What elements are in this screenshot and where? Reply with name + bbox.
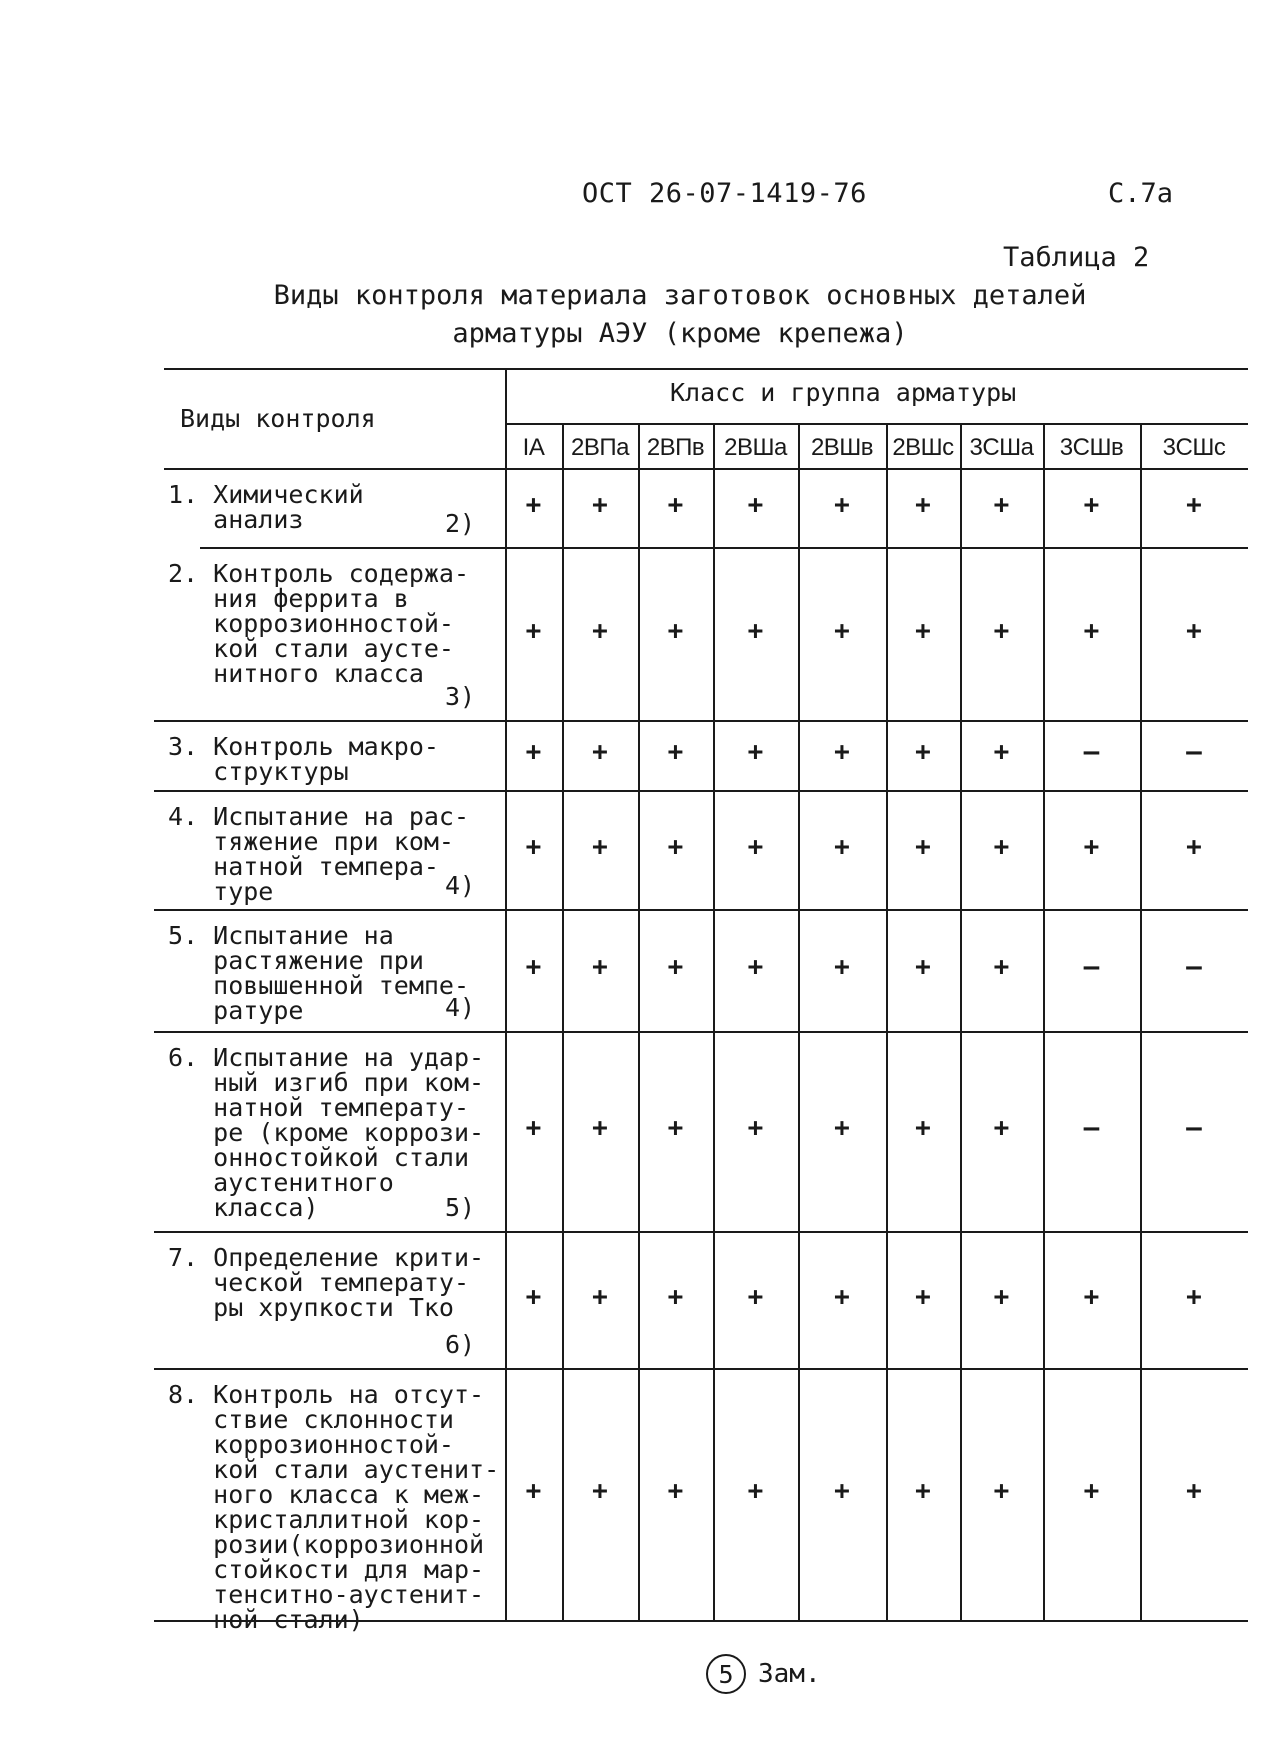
table-cell: + [915, 615, 931, 646]
table-cell: + [747, 737, 764, 767]
row-label: 4. Испытание на рас- тяжение при ком- натной темпера- туре [168, 802, 470, 906]
table-cell: + [667, 1281, 684, 1312]
row-footnote-ref: 3) [445, 682, 476, 711]
document-code: ОСТ 26-07-1419-76 [582, 178, 867, 209]
table-cell: + [592, 489, 608, 520]
table-cell: + [834, 952, 850, 982]
table-cell: + [667, 737, 684, 767]
table-cell: + [1186, 1281, 1202, 1312]
column-divider [886, 423, 888, 1620]
table-cell: + [915, 489, 931, 520]
column-header: IA [522, 434, 545, 461]
label-column-divider [505, 368, 507, 1620]
column-divider [562, 423, 564, 1620]
table-cell: + [834, 615, 850, 646]
table-cell: + [592, 1476, 608, 1506]
table-cell: + [592, 952, 608, 982]
table-cell: + [525, 1281, 542, 1312]
table-caption-line-2: арматуры АЭУ (кроме крепежа) [452, 318, 908, 349]
row-footnote-ref: 4) [445, 871, 476, 900]
table-cell: + [1083, 831, 1100, 862]
table-cell: + [1083, 1281, 1100, 1312]
table-cell: + [915, 952, 931, 982]
column-header: 3СШс [1162, 434, 1226, 461]
table-cell: + [1186, 489, 1202, 520]
table-cell: + [834, 489, 850, 520]
row-divider [154, 1368, 1248, 1370]
table-cell: + [747, 831, 764, 862]
column-divider [1043, 423, 1045, 1620]
row-divider [200, 547, 1248, 549]
table-cell: + [1186, 831, 1202, 862]
table-cell: + [993, 952, 1010, 982]
table-cell: + [592, 615, 608, 646]
row-footnote-ref: 2) [445, 509, 476, 538]
row-label: 2. Контроль содержа- ния феррита в коррозионностой- кой стали аусте- нитного класса [168, 559, 470, 688]
table-caption-line-1: Виды контроля материала заготовок основных деталей [273, 280, 1087, 311]
row-label: 5. Испытание на растяжение при повышенной темпе- ратуре [168, 921, 470, 1025]
table-cell: – [1083, 737, 1100, 767]
row-divider [154, 1031, 1248, 1033]
table-cell: – [1186, 737, 1202, 767]
change-number-circle: 5 [706, 1654, 746, 1694]
table-cell: + [525, 615, 542, 646]
row-label: 8. Контроль на отсут- ствие склонности коррозионностой- кой стали аустенит- ного класса к меж- кристаллитной кор- розии(коррозионной стойкости для мар- тенситно-аустенит- ной стали) [168, 1380, 500, 1634]
column-divider [638, 423, 640, 1620]
table-cell: + [592, 1281, 608, 1312]
row-divider [154, 720, 1248, 722]
column-header: 3СШв [1059, 434, 1124, 461]
table-cell: + [667, 489, 684, 520]
table-cell: + [993, 489, 1010, 520]
table-cell: + [915, 831, 931, 862]
table-cell: + [993, 737, 1010, 767]
table-cell: + [915, 1113, 931, 1143]
table-cell: + [993, 1281, 1010, 1312]
table-cell: + [1186, 1476, 1202, 1506]
page-number: С.7а [1108, 178, 1174, 209]
row-label: 7. Определение крити- ческой температу- ры хрупкости Тко [168, 1243, 485, 1322]
table-cell: + [834, 737, 850, 767]
row-footnote-ref: 5) [445, 1193, 476, 1222]
group-header: Класс и группа арматуры [670, 378, 1017, 407]
table-cell: + [993, 615, 1010, 646]
table-cell: – [1083, 952, 1100, 982]
column-header: 2ВШа [724, 434, 787, 461]
table-cell: + [592, 831, 608, 862]
table-cell: + [993, 1476, 1010, 1506]
control-types-table [160, 368, 1248, 1634]
table-cell: + [1083, 615, 1100, 646]
row-divider [154, 1231, 1248, 1233]
column-divider [960, 423, 962, 1620]
table-cell: + [834, 1476, 850, 1506]
row-divider [154, 909, 1248, 911]
table-cell: + [667, 615, 684, 646]
column-divider [798, 423, 800, 1620]
table-cell: + [667, 952, 684, 982]
table-label: Таблица 2 [1003, 242, 1150, 273]
table-cell: + [834, 1113, 850, 1143]
table-cell: – [1083, 1113, 1100, 1143]
table-cell: + [525, 1113, 542, 1143]
row-label: 3. Контроль макро- структуры [168, 732, 439, 786]
header-bottom-rule [164, 468, 1248, 470]
table-cell: + [834, 1281, 850, 1312]
table-cell: + [915, 1281, 931, 1312]
table-cell: + [525, 952, 542, 982]
table-cell: + [1083, 1476, 1100, 1506]
table-cell: + [525, 737, 542, 767]
table-cell: + [592, 1113, 608, 1143]
table-cell: + [747, 1476, 764, 1506]
row-header: Виды контроля [180, 404, 376, 433]
column-header: 2ВШв [810, 434, 874, 461]
row-footnote-ref: 4) [445, 993, 476, 1022]
table-cell: + [747, 1281, 764, 1312]
table-cell: + [747, 952, 764, 982]
table-cell: – [1186, 1113, 1202, 1143]
table-cell: + [915, 737, 931, 767]
column-header: 2ВПв [646, 434, 705, 461]
column-header: 2ВПа [571, 434, 629, 461]
table-cell: – [1186, 952, 1202, 982]
row-divider [154, 790, 1248, 792]
table-cell: + [993, 831, 1010, 862]
table-cell: + [525, 1476, 542, 1506]
table-cell: + [1083, 489, 1100, 520]
table-cell: + [1186, 615, 1202, 646]
row-footnote-ref: 6) [445, 1330, 476, 1359]
change-label: Зам. [758, 1659, 821, 1689]
table-cell: + [747, 615, 764, 646]
group-header-rule [505, 423, 1248, 425]
column-header: 3СШа [969, 434, 1034, 461]
table-cell: + [667, 1476, 684, 1506]
table-cell: + [834, 831, 850, 862]
column-divider [1140, 423, 1142, 1620]
table-cell: + [667, 831, 684, 862]
table-cell: + [747, 489, 764, 520]
table-cell: + [525, 489, 542, 520]
table-cell: + [525, 831, 542, 862]
change-mark [706, 1652, 821, 1696]
row-label: 6. Испытание на удар- ный изгиб при ком- натной температу- ре (кроме коррози- онностойкой стали аустенитного класса) [168, 1043, 485, 1222]
column-header: 2ВШс [892, 434, 954, 461]
column-divider [713, 423, 715, 1620]
table-top-rule [164, 368, 1248, 370]
table-cell: + [667, 1113, 684, 1143]
table-cell: + [915, 1476, 931, 1506]
table-cell: + [993, 1113, 1010, 1143]
table-cell: + [747, 1113, 764, 1143]
table-cell: + [592, 737, 608, 767]
row-label: 1. Химический анализ [168, 480, 364, 534]
